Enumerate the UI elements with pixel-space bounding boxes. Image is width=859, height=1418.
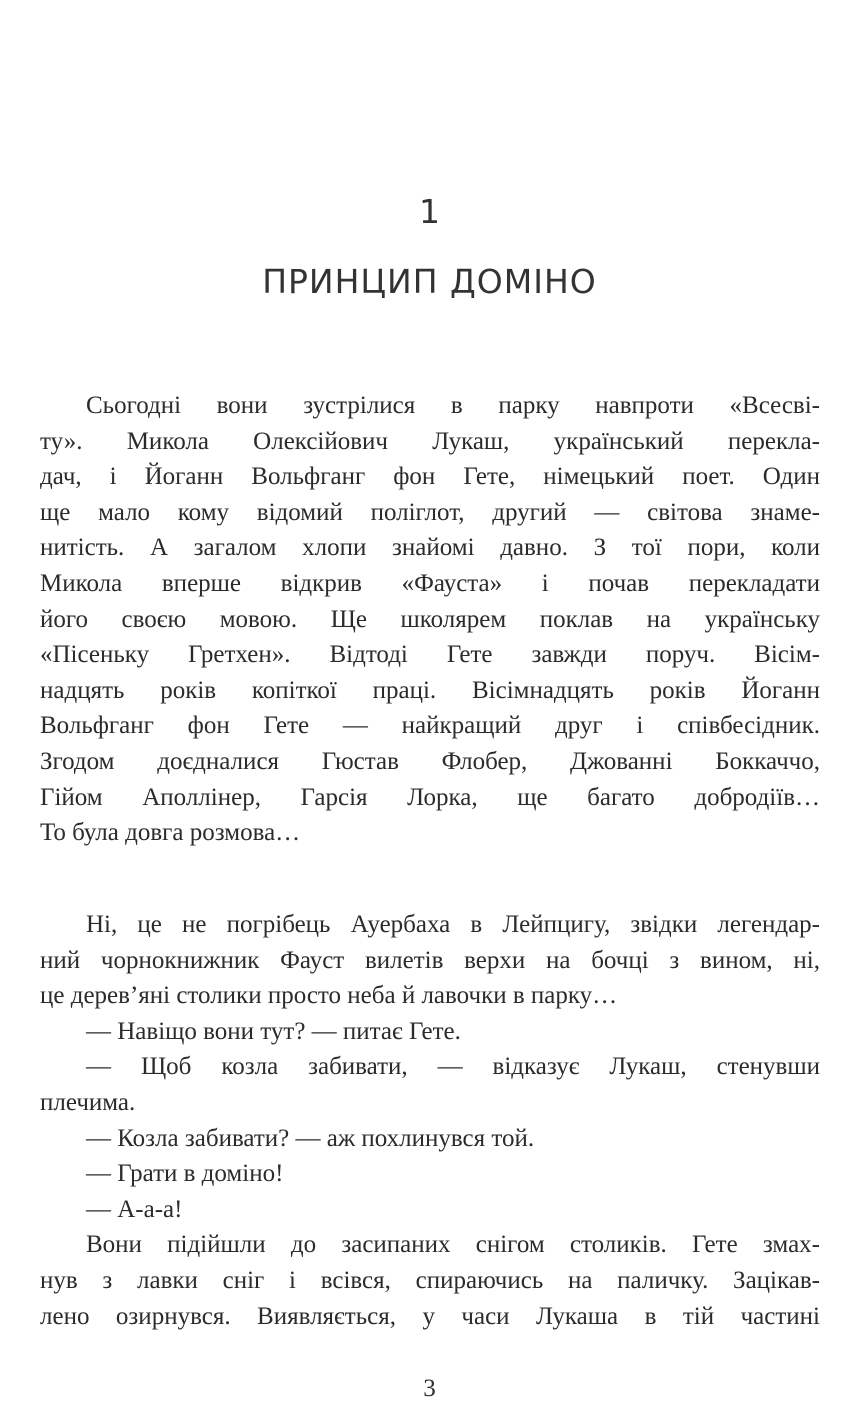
text-line: Вольфганг фон Гете — найкращий друг і співбесідник.	[40, 712, 820, 740]
text-line: надцять років копіткої праці. Вісімнадцять років Йоганн	[40, 676, 820, 704]
dialogue-line: — А-а-а!	[86, 1195, 183, 1223]
text-line: Ні, це не погрібець Ауербаха в Лейпцигу, звідки легендар-	[86, 911, 820, 938]
text-line: Микола вперше відкрив «Фауста» і почав перекладати	[40, 569, 820, 597]
text-line: нитість. А загалом хлопи знайомі давно. З тої пори, коли	[40, 534, 820, 562]
text-line: Згодом доєдналися Гюстав Флобер, Джованні Боккаччо,	[40, 747, 820, 775]
text-line: це дерев’яні столики просто неба й лавочки в парку…	[40, 982, 618, 1010]
chapter-number: 1	[419, 192, 440, 231]
dialogue-line: — Навіщо вони тут? — питає Гете.	[86, 1017, 461, 1045]
text-line: «Пісеньку Гретхен». Відтоді Гете завжди поруч. Вісім-	[40, 641, 820, 669]
text-line: Гійом Аполлінер, Гарсія Лорка, ще багато добродіїв…	[40, 783, 820, 811]
text-line: нув з лавки сніг і всівся, спираючись на паличку. Зацікав-	[40, 1266, 820, 1294]
text-line: дач, і Йоганн Вольфганг фон Гете, німецький поет. Один	[40, 463, 820, 491]
text-line: ту». Микола Олексійович Лукаш, український перекла-	[40, 427, 820, 455]
dialogue-line: — Грати в доміно!	[86, 1160, 284, 1188]
paragraph-2	[40, 907, 820, 1334]
dialogue-line: — Козла забивати? — аж похлинувся той.	[86, 1124, 535, 1152]
paragraph-1	[40, 388, 820, 851]
text-line: лено озирнувся. Виявляється, у часи Лукаша в тій частині	[40, 1302, 820, 1330]
text-line: Вони підійшли до засипаних снігом столиків. Гете змах-	[86, 1231, 820, 1259]
text-line: ще мало кому відомий поліглот, другий — світова знаме-	[40, 498, 820, 526]
text-line: То була довга розмова…	[40, 819, 301, 847]
page-number: 3	[423, 1375, 436, 1402]
text-line: Сьогодні вони зустрілися в парку навпроти «Всесві-	[86, 392, 820, 419]
text-line: його своєю мовою. Ще школярем поклав на українську	[40, 605, 820, 633]
dialogue-line: плечима.	[40, 1088, 136, 1116]
dialogue-line: — Щоб козла забивати, — відказує Лукаш, стенувши	[86, 1053, 820, 1081]
chapter-title: ПРИНЦИП ДОМІНО	[262, 262, 597, 301]
text-line: ний чорнокнижник Фауст вилетів верхи на бочці з вином, ні,	[40, 946, 820, 974]
